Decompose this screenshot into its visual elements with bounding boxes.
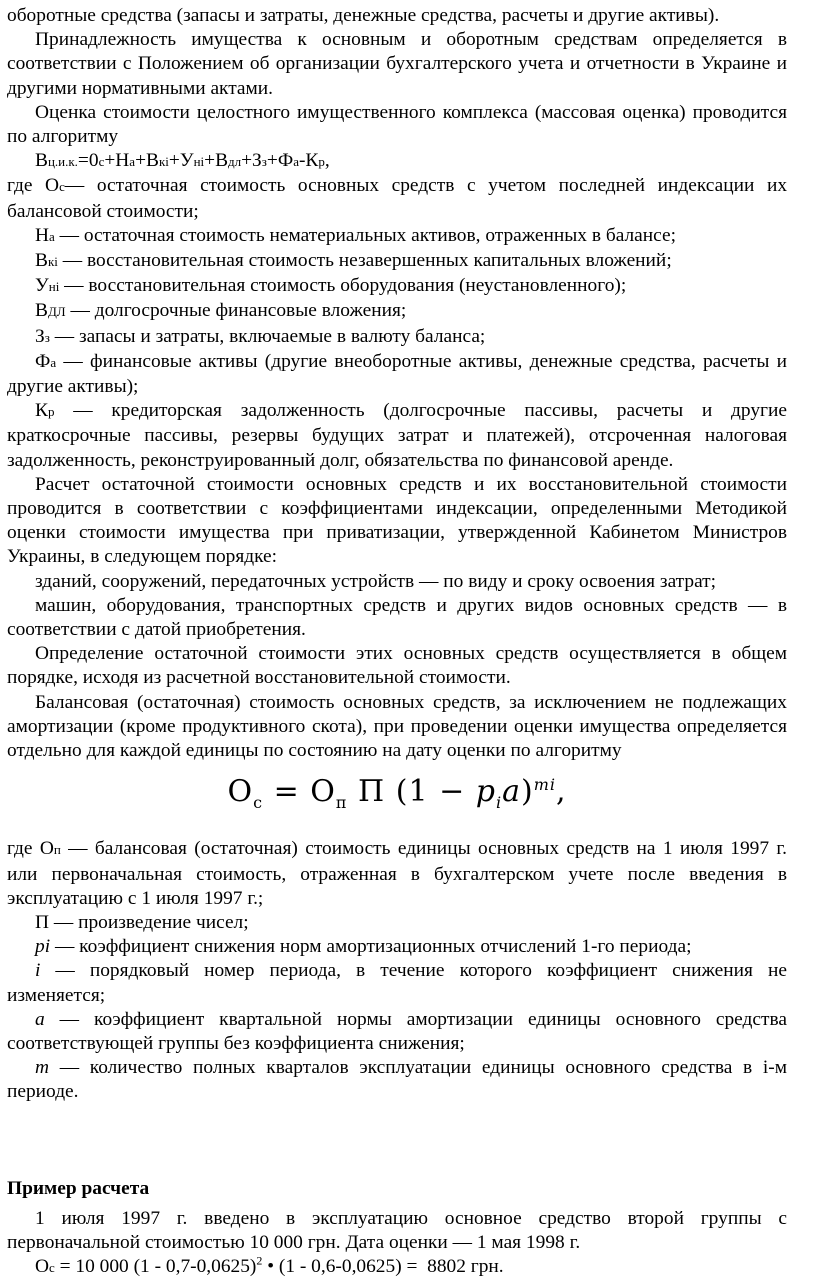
definition-kr: Кр — кредиторская задолженность (долгосрочные пассивы, расчеты и другие краткосрочные пассивы, резервы будущих затрат и платежей), отсроченная налоговая задолженность, реконструированный долг, обязательства по финансовой аренде. [7,400,787,471]
paragraph-residual: Определение остаточной стоимости этих основных средств осуществляется в общем порядке, исходя из расчетной восстановительной стоимости. [7,643,787,689]
definition-zz: Зз — запасы и затраты, включаемые в валюту баланса; [35,325,486,347]
definition-fa: Фа — финансовые активы (другие внеоборотные активы, денежные средства, расчеты и другие активы); [7,350,787,398]
paragraph-1: оборотные средства (запасы и затраты, денежные средства, расчеты и другие активы). [7,5,720,26]
paragraph-indexation: Расчет остаточной стоимости основных средств и их восстановительной стоимости проводится в соответствии с коэффициентами индексации, определенными Методикой оценки стоимости имущества при приватизации, утвержденной Кабинетом Министров Украины, в следующем порядке: [7,473,787,568]
definition-m: т — количество полных кварталов эксплуатации единицы основного средства в i-м периоде. [7,1057,787,1103]
definition-vdl: ВДЛ — долгосрочные финансовые вложения; [35,300,407,322]
definition-product: П — произведение чисел; [35,911,249,933]
definition-uni: Уні — восстановительная стоимость оборудования (неустановленного); [35,275,627,297]
paragraph-3: Оценка стоимости целостного имущественного комплекса (массовая оценка) проводится по алгоритму [7,101,787,148]
definition-pi: pi — коэффициент снижения норм амортизационных отчислений 1-го периода; [35,936,692,958]
formula-residual-value: $О_с = О_п$ П $(1 - p_ia)^{mi}$, [227,774,567,813]
example-paragraph: 1 июля 1997 г. введено в эксплуатацию основное средство второй группы с первоначальной стоимостью 10 000 грн. Дата оценки — 1 мая 1998 г. [7,1207,787,1253]
definition-na: На — остаточная стоимость нематериальных активов, отраженных в балансе; [35,224,676,246]
paragraph-balance-value: Балансовая (остаточная) стоимость основных средств, за исключением не подлежащих амортизации (кроме продуктивного скота), при проведении оценки имущества определяется отдельно для каждой единицы по состоянию на дату оценки по алгоритму [7,691,787,762]
definition-i: i — порядковый номер периода, в течение которого коэффициент снижения не изменяется; [7,960,787,1006]
list-item-machines: машин, оборудования, транспортных средств и других видов основных средств — в соответствии с датой приобретения. [7,594,787,641]
list-item-buildings: зданий, сооружений, передаточных устройств — по виду и сроку освоения затрат; [35,570,717,592]
paragraph-2: Принадлежность имущества к основным и оборотным средствам определяется в соответствии с Положением об организации бухгалтерского учета и отчетности в Украине и другими нормативными актами. [7,29,787,99]
formula-complex-value: Вц.и.к.=0с+На+Вкі+Уні+Вдл+Зз+Фа-Кр, [35,150,330,172]
definition-op: где Оп — балансовая (остаточная) стоимость единицы основных средств на 1 июля 1997 г. или первоначальная стоимость, отраженная в бухгалтерском учете после введения в эксплуатацию с 1 июля 1997 г.; [7,838,787,909]
definition-vki: Вкі — восстановительная стоимость незавершенных капитальных вложений; [35,250,672,272]
spacer [7,1105,787,1177]
example-formula: Ос = 10 000 (1 - 0,7-0,0625)$^2$ • (1 - 0,6-0,0625) = 8802 грн. [35,1253,504,1278]
definition-a: a — коэффициент квартальной нормы амортизации единицы основного средства соответствующей группы без коэффициента снижения; [7,1008,787,1054]
definition-oc: где Ос— остаточная стоимость основных средств с учетом последней индексации их балансовой стоимости; [7,175,788,222]
section-heading: Пример расчета [7,1177,150,1199]
